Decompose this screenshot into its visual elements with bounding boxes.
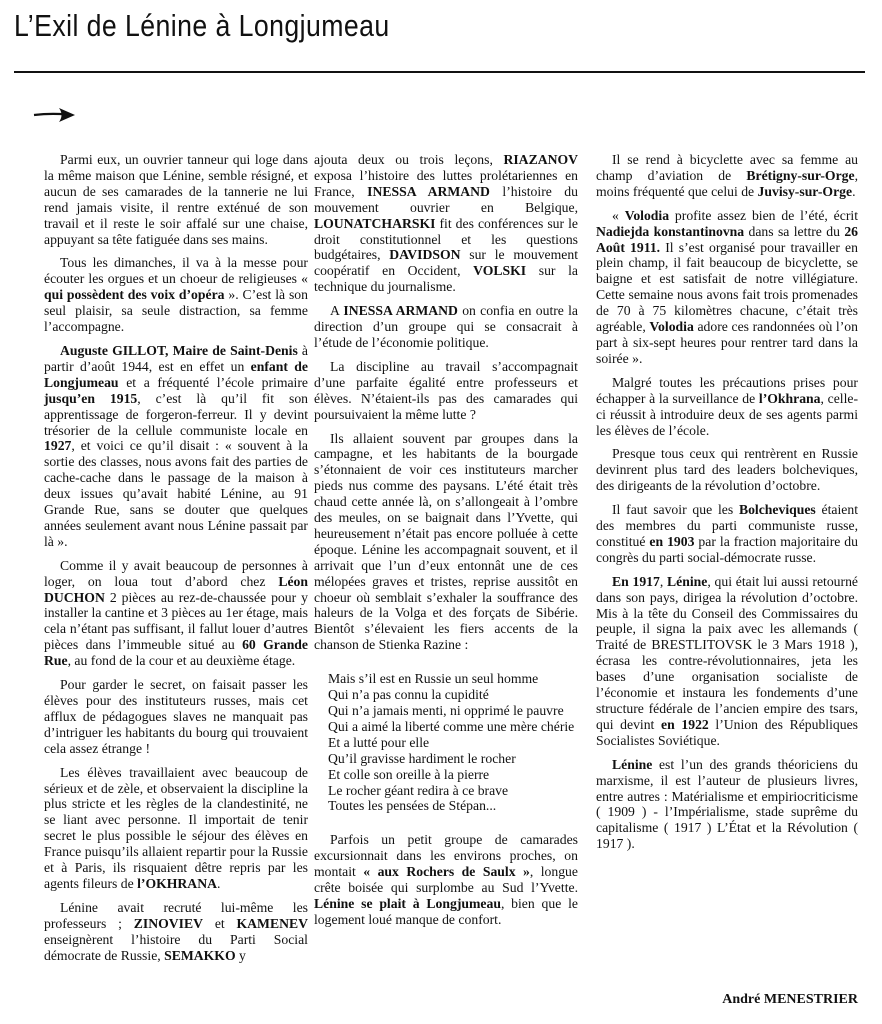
paragraph: Il faut savoir que les Bolcheviques étaient des membres du parti communiste russe, constitué en 1903 par la fraction majoritaire du congrès du parti social-démocrate russe. — [596, 502, 859, 565]
paragraph: « Volodia profite assez bien de l’été, écrit Nadiejda konstantinovna dans sa lettre du 26 Août 1911. Il s’est organisé pour travailler en plein champ, il fait beaucoup de bicyclette, se baigne et est satisfait de notre villégiature. Cette semaine nous avons fait trois promenades de 70 à 75 kilomètres chacune, c’était très agréable, Volodia adore ces randonnées où l’on part à six-sept heures pour rentrer tard dans la soirée ». — [596, 207, 858, 366]
column-3 — [596, 152, 858, 860]
paragraph: Il se rend à bicyclette avec sa femme au champ d’aviation de Brétigny-sur-Orge, moins fréquenté que celui de Juvisy-sur-Orge. — [596, 152, 858, 199]
title-rule — [14, 71, 865, 73]
paragraph: Pour garder le secret, on faisait passer les élèves pour des instituteurs russes, mais cet afflux de pédagogues slaves ne manquait pas d’intriguer les habitants du bourg qui trouvaient cela assez étrange ! — [44, 677, 308, 756]
paragraph: Ils allaient souvent par groupes dans la campagne, et les habitants de la bourgade s’étonnaient de voir ces instituteurs marcher pieds nus comme des paysans. L’été était très chaud cette année là, on s’allongeait à l’ombre des meules, on se baignait dans l’Yvette, qui heureusement n’était pas encore polluée à cette époque. Lénine les accompagnait souvent, et il arrivait que l’un d’eux entonnât une de ces mélopées graves et tristes, reprise aussitôt en choeur où semblait s’exhaler la souffrance des haleurs de la Volga et des forçats de Sibérie. Bientôt s’élevaient les fiers accents de la chanson de Stienka Razine : — [314, 430, 578, 653]
author-signature: André MENESTRIER — [722, 992, 858, 1007]
poem-line: Qui n’a jamais menti, ni opprimé le pauvre — [328, 703, 564, 718]
paragraph: Auguste GILLOT, Maire de Saint-Denis à partir d’août 1944, est en effet un enfant de Longjumeau et a fréquenté l’école primaire jusqu’en 1915, c’est là qu’il fit son apprentissage de forgeron-ferreur. Il y devint trésorier de la cellule communiste locale en 1927, et voici ce qu’il disait : « souvent à la sortie des classes, nous avons fait des parties de cache-cache dans le passage de la maison à deux issues qu’avait habité Lénine, au 91 Grande Rue, sans se douter que quelques années seulement avant nous Lénine passait par là ». — [44, 342, 309, 549]
paragraph: A INESSA ARMAND on confia en outre la direction d’un groupe qui se consacrait à l’étude de l’économie politique. — [314, 303, 579, 350]
paragraph: Presque tous ceux qui rentrèrent en Russie devinrent plus tard des leaders bolcheviques, des dirigeants de la révolution d’octobre. — [596, 446, 858, 494]
page-title: L’Exil de Lénine à Longjumeau — [14, 8, 390, 43]
poem-line: Toutes les pensées de Stépan... — [328, 798, 497, 814]
poem-line: Qui n’a pas connu la cupidité — [328, 687, 489, 703]
poem-line: Et a lutté pour elle — [328, 734, 430, 750]
paragraph: Parfois un petit groupe de camarades excursionnait dans les environs proches, on montait « aux Rochers de Saulx », longue crête boisée qui surplombe au Sud l’Yvette. Lénine se plait à Longjumeau, bien que le logement loué manque de confort. — [314, 832, 578, 927]
paragraph: Parmi eux, un ouvrier tanneur qui loge dans la même maison que Lénine, semble résigné, et aucun de ses camarades de la tannerie ne lui rend jamais visite, il rentre exténué de son travail et il reste le soir affalé sur une chaise, appuyant sa tête fatiguée dans ses mains. — [44, 152, 308, 247]
paragraph: Tous les dimanches, il va à la messe pour écouter les orgues et un choeur de religieuses « qui possèdent des voix d’opéra ». C’est là son seul plaisir, sa seule distraction, sa femme l’accompagne. — [44, 255, 308, 335]
poem-line: Mais s’il est en Russie un seul homme — [328, 671, 539, 687]
paragraph: ajouta deux ou trois leçons, RIAZANOV exposa l’histoire des luttes prolétariennes en France, INESSA ARMAND l’histoire du mouvement ouvrier en Belgique, LOUNATCHARSKI fit des conférences sur le droit constitutionnel et les questions budgétaires, DAVIDSON sur le mouvement coopératif en Occident, VOLSKI sur la technique du journalisme. — [314, 152, 579, 295]
paragraph: La discipline au travail s’accompagnait d’une parfaite égalité entre professeurs et élèves. N’étaient-ils pas des camarades qui poursuivaient la même lutte ? — [314, 358, 578, 422]
poem — [328, 671, 578, 814]
paragraph: Lénine avait recruté lui-même les professeurs ; ZINOVIEV et KAMENEV enseignèrent l’histoire du Parti Social démocrate de Russie, SEMAKKO y — [44, 899, 308, 963]
paragraph: Lénine est l’un des grands théoriciens du marxisme, il est l’auteur de plusieurs livres, entre autres : Matérialisme et empiriocriticisme ( 1909 ) - l’Impérialisme, stade suprême du capitalisme ( 1917 ) L’État et la Révolution ( 1917 ). — [596, 756, 858, 852]
paragraph: Les élèves travaillaient avec beaucoup de sérieux et de zèle, et observaient la discipline la plus stricte et les règles de la clandestinité, ne se liant avec personne. Il importait de tenir secret le plus possible le séjour des élèves en France puisqu’ils allaient repartir pour la Russie et à Paris, ils risquaient dêtre repris par les agents fileurs de l’OKHRANA. — [44, 764, 308, 891]
arrow-icon — [33, 106, 77, 124]
poem-line: Qui a aimé la liberté comme une mère chérie — [328, 718, 575, 734]
poem-line: Qu’il gravisse hardiment le rocher — [328, 750, 516, 766]
paragraph: Malgré toutes les précautions prises pour échapper à la surveillance de l’Okhrana, celle-ci réussit à introduire deux de ses agents parmi les élèves de l’école. — [596, 374, 859, 438]
paragraph: En 1917, Lénine, qui était lui aussi retourné dans son pays, dirigea la révolution d’octobre. Mis à la tête du Conseil des Commissaires du peuple, il signa la paix avec les allemands ( Traité de BRESTLITOVSK le 3 Mars 1918 ), écrasa les contre-révolutionnaires, jeta les bases d’une organisation socialiste de l’économie et instaura les fondements d’une structure fédérale de l’ancien empire des tsars, qui devint en 1922 l’Union des Républiques Socialistes Soviétique. — [596, 573, 859, 748]
column-1 — [44, 152, 308, 972]
paragraph: Comme il y avait beaucoup de personnes à loger, on loua tout d’abord chez Léon DUCHON 2 pièces au rez-de-chaussée pour y installer la cantine et 3 pièces au 1er étage, mais cela n’étant pas suffisant, il fallut louer d’autres pièces dans l’immeuble situé au 60 Grande Rue, au fond de la cour et au deuxième étage. — [44, 557, 308, 669]
column-2 — [314, 152, 578, 936]
poem-line: Le rocher géant redira à ce brave — [328, 782, 509, 798]
poem-line: Et colle son oreille à la pierre — [328, 766, 490, 782]
